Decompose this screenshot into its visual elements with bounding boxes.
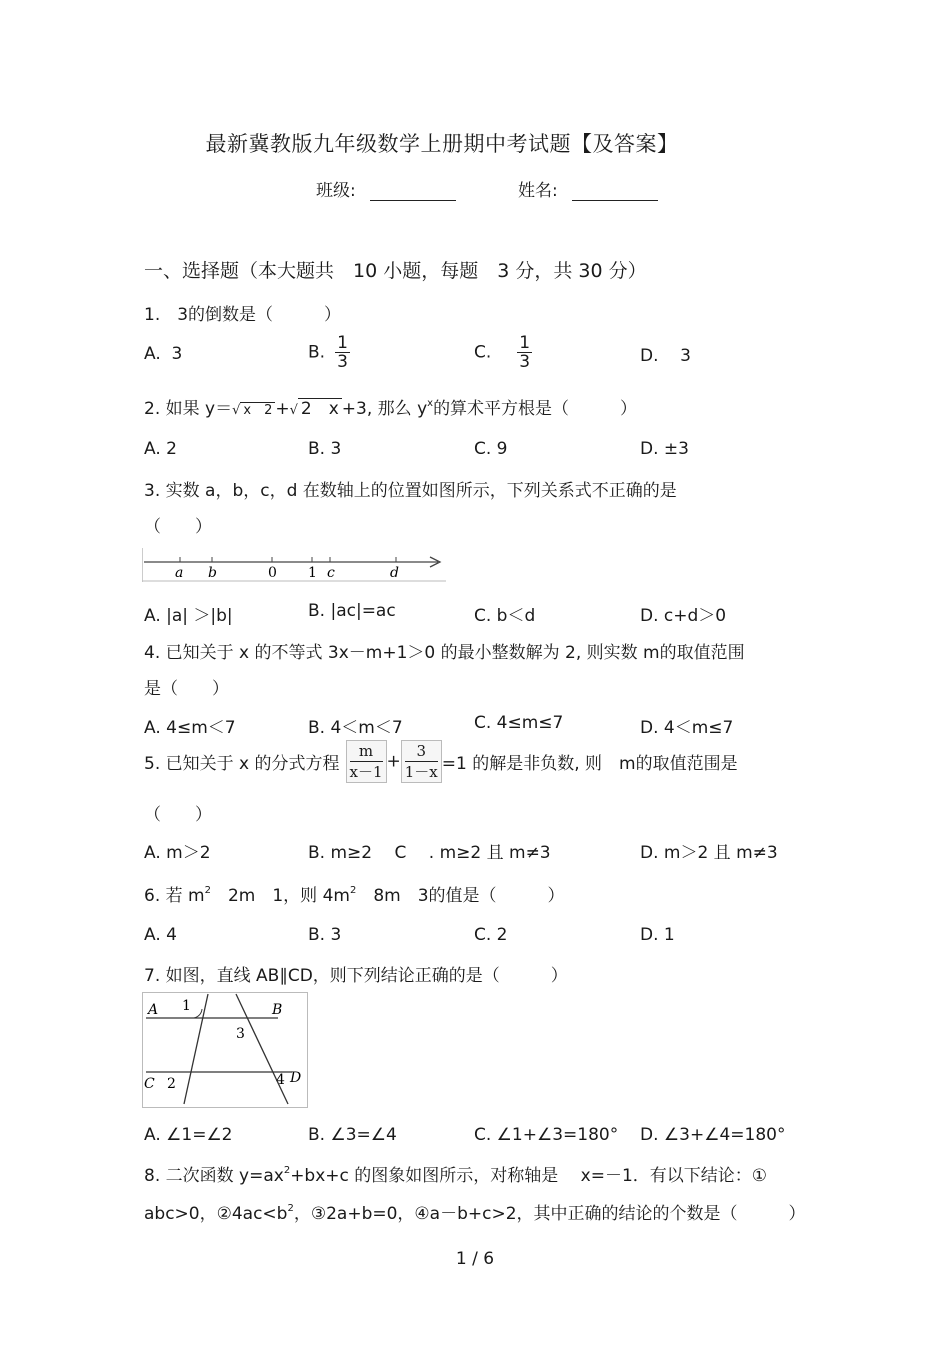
q2-option-a: A. 2 xyxy=(144,439,177,459)
label-angle-1: 1 xyxy=(182,998,191,1014)
label-a: a xyxy=(175,565,184,581)
q3-option-a: A. |a| ＞|b| xyxy=(144,606,233,626)
fraction-3-over-1-minus-x: $\frac{3}{1-x}$ xyxy=(401,740,442,783)
question-8-stem: 8. 二次函数 $y=ax^2+bx+c$ 的图象如图所示，对称轴是 x=－1．有以下结论：① xyxy=(144,1165,768,1186)
question-4-stem-cont: 是（ ） xyxy=(144,679,229,699)
q5-option-d: D. m＞2 且 m≠3 xyxy=(640,843,778,863)
q1-option-b: B. $\frac{1}{3}$ xyxy=(308,333,348,372)
q6-option-c: C. 2 xyxy=(474,925,508,945)
q4-option-a: A. 4≤m＜7 xyxy=(144,718,236,738)
label-0: 0 xyxy=(268,565,277,581)
document-title: 最新冀教版九年级数学上册期中考试题【及答案】 xyxy=(205,132,679,156)
q3-option-b: B. |ac|=ac xyxy=(308,601,396,621)
name-field xyxy=(518,176,658,201)
question-5-stem: 5. 已知关于 x 的分式方程 $\frac{m}{x-1}$ + $\frac{3}{1-x}$ =1 的解是非负数, 则 m的取值范围是 xyxy=(144,742,738,781)
label-C: C xyxy=(144,1076,155,1092)
q7-option-c: C. ∠1+∠3=180° xyxy=(474,1125,619,1145)
question-3-paren: （ ） xyxy=(144,517,212,537)
number-line-figure xyxy=(142,548,446,582)
q1-option-c: C. $\frac{1}{3}$ xyxy=(474,333,531,372)
label-d: d xyxy=(390,565,399,581)
question-5-paren: （ ） xyxy=(144,805,212,825)
q5-option-b-c: B. m≥2 C . m≥2 且 m≠3 xyxy=(308,843,551,863)
q3-option-d: D. c+d＞0 xyxy=(640,606,727,626)
parallel-lines-figure xyxy=(142,992,308,1108)
question-2-stem: 2. 如果 y＝√ x 2 +√ 2 x +3, 那么 $y^x$的算术平方根是（ ） xyxy=(144,398,638,419)
name-blank[interactable] xyxy=(572,184,658,201)
class-field xyxy=(316,176,456,201)
label-b: b xyxy=(208,565,217,581)
fraction-m-over-x-minus-1: $\frac{m}{x-1}$ xyxy=(346,740,387,783)
q7-option-d: D. ∠3+∠4=180° xyxy=(640,1125,786,1145)
q7-option-a: A. ∠1=∠2 xyxy=(144,1125,233,1145)
question-4-stem: 4. 已知关于 x 的不等式 3x－m+1＞0 的最小整数解为 2, 则实数 m的取值范围 xyxy=(144,643,745,663)
question-3-stem: 3. 实数 a，b，c，d 在数轴上的位置如图所示，下列关系式不正确的是 xyxy=(144,481,677,501)
q1-option-d: D. 3 xyxy=(640,346,691,366)
page-number: 1 / 6 xyxy=(455,1249,495,1269)
question-6-stem: 6. 若 $m^2$ 2m 1，则 $4m^2$ 8m 3的值是（ ） xyxy=(144,885,565,906)
label-c: c xyxy=(327,565,335,581)
label-angle-2: 2 xyxy=(167,1076,176,1092)
label-D: D xyxy=(290,1070,302,1086)
section-heading: 一、选择题（本大题共 10 小题，每题 3 分，共 30 分） xyxy=(144,260,647,282)
q6-option-b: B. 3 xyxy=(308,925,342,945)
q4-option-b: B. 4＜m＜7 xyxy=(308,718,403,738)
name-label: 姓名: xyxy=(518,181,558,201)
q5-option-a: A. m＞2 xyxy=(144,843,211,863)
q7-option-b: B. ∠3=∠4 xyxy=(308,1125,397,1145)
question-7-stem: 7. 如图，直线 AB∥CD，则下列结论正确的是（ ） xyxy=(144,966,568,986)
label-1: 1 xyxy=(308,565,317,581)
label-A: A xyxy=(148,1002,159,1018)
q6-option-a: A. 4 xyxy=(144,925,177,945)
class-label: 班级: xyxy=(316,181,356,201)
q2-option-b: B. 3 xyxy=(308,439,342,459)
q6-option-d: D. 1 xyxy=(640,925,675,945)
label-B: B xyxy=(272,1002,283,1018)
label-angle-3: 3 xyxy=(236,1026,245,1042)
question-8-stem-cont: abc>0，$②4ac<b^2$，③2a+b=0，④a－b+c>2，其中正确的结论的个数是（ ） xyxy=(144,1203,806,1224)
q1-option-a: A. 3 xyxy=(144,344,183,364)
q2-option-c: C. 9 xyxy=(474,439,508,459)
q2-option-d: D. ±3 xyxy=(640,439,689,459)
label-angle-4: 4 xyxy=(276,1072,285,1088)
question-1-stem: 1. 3的倒数是（ ） xyxy=(144,305,342,325)
q4-option-c: C. 4≤m≤7 xyxy=(474,713,564,733)
class-blank[interactable] xyxy=(370,184,456,201)
q4-option-d: D. 4＜m≤7 xyxy=(640,718,734,738)
q3-option-c: C. b＜d xyxy=(474,606,536,626)
